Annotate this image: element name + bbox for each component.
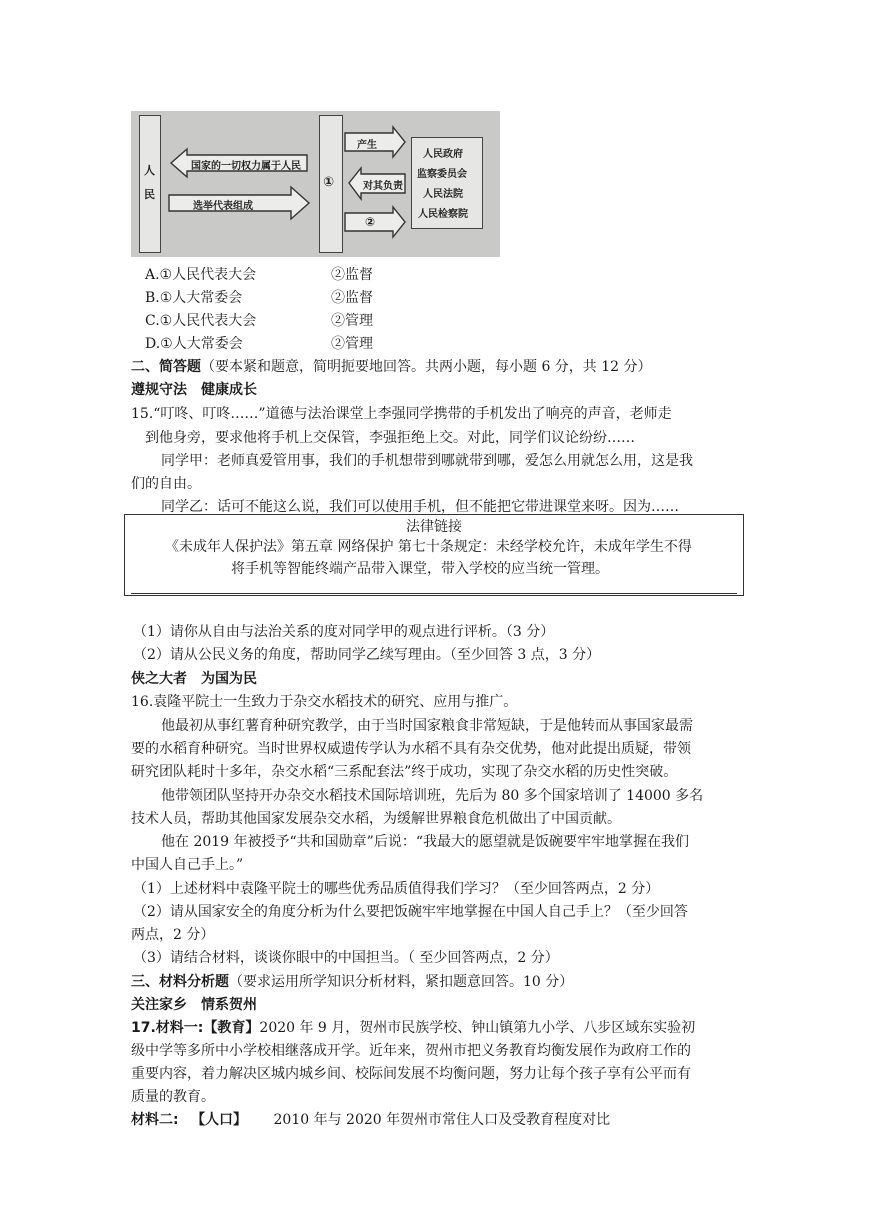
q17-material1-tag: 【教育】 — [203, 1020, 260, 1036]
section3-heading — [131, 972, 573, 992]
q16-line-2: 他最初从事红薯育种研究教学，由于当时国家粮食非常短缺，于是他转而从事国家最需 — [161, 718, 693, 734]
q15-sub-2: （2）请从公民义务的角度，帮助同学乙续写理由。（至少回答 3 点，3 分） — [133, 647, 601, 663]
q15-line-2: 到他身旁，要求他将手机上交保管，李强拒绝上交。对此，同学们议论纷纷…… — [145, 430, 635, 446]
people-label: 人民 — [144, 164, 155, 201]
arrow2-label: 对其负责 — [363, 181, 403, 192]
q17-material1-line-3: 重要内容，着力解决区城内城乡间、校际间发展不均衡问题，努力让每个孩子享有公平而有 — [131, 1066, 691, 1082]
q16-line-5: 他带领团队坚持开办杂交水稻技术国际培训班，先后为 80 多个国家培训了 14000 多名 — [161, 788, 704, 804]
top-arrow-label: 国家的一切权力属于人民 — [191, 161, 301, 172]
q15-sub-1: （1）请你从自由与法治关系的度对同学甲的观点进行评析。（3 分） — [133, 624, 555, 640]
option-a-b: ②监督 — [331, 267, 373, 283]
q17-material1-line-4: 质量的教育。 — [131, 1089, 215, 1105]
law-box-underline — [131, 593, 737, 594]
section3-note: （要求运用所学知识分析材料，紧扣题意回答。10 分） — [229, 974, 574, 990]
option-b-b: ②监督 — [331, 290, 373, 306]
q16-line-3: 要的水稻育种研究。当时世界权威遗传学认为水稻不具有杂交优势，他对此提出质疑，带领 — [131, 741, 691, 757]
q17-material2-text: 2010 年与 2020 年贺州市常住人口及受教育程度对比 — [273, 1112, 611, 1128]
q16-sub-1: （1）上述材料中袁隆平院士的哪些优秀品质值得我们学习？（至少回答两点，2 分） — [133, 881, 660, 897]
section2-title: 二、简答题 — [131, 359, 201, 375]
q17-material2-tag: 【人口】 — [191, 1112, 248, 1128]
q17-material2-line — [131, 1110, 610, 1130]
body-1: 人民政府 — [423, 149, 463, 160]
law-link-title: 法律链接 — [406, 519, 462, 535]
political-system-diagram — [131, 111, 500, 257]
q16-sub-2-cont: 两点，2 分） — [131, 927, 215, 943]
q16-line-1: 16.袁隆平院士一生致力于杂交水稻技术的研究、应用与推广。 — [131, 694, 518, 710]
center-label: ① — [323, 175, 335, 190]
section2-heading — [131, 357, 652, 377]
q16-line-4: 研究团队耗时十多年，杂交水稻“三系配套法”终于成功，实现了杂交水稻的历史性突破。 — [131, 764, 678, 780]
body-3: 人民法院 — [423, 189, 463, 200]
option-a: A.①人民代表大会 — [145, 267, 257, 283]
option-b: B.①人大常委会 — [145, 290, 243, 306]
section3-title: 三、材料分析题 — [131, 974, 229, 990]
q17-material1-line-1 — [131, 1018, 695, 1038]
q17-material1-line-2: 级中学等多所中小学校相继落成开学。近年来，贺州市把义务教育均衡发展作为政府工作的 — [131, 1043, 691, 1059]
q17-material1-label: 17.材料一: — [131, 1020, 204, 1036]
q15-line-4: 们的自由。 — [131, 476, 201, 492]
q16-line-6: 技术人员，帮助其他国家发展杂交水稻，为缓解世界粮食危机做出了中国贡献。 — [131, 811, 621, 827]
option-d-b: ②管理 — [331, 336, 373, 352]
theme1-heading: 遵规守法 健康成长 — [131, 382, 257, 398]
q17-material2-label: 材料二: — [131, 1112, 179, 1128]
arrow3-label: ② — [365, 215, 376, 229]
bottom-arrow-label: 选举代表组成 — [193, 201, 253, 212]
q16-sub-2: （2）请从国家安全的角度分析为什么要把饭碗牢牢地掌握在中国人自己手上？（至少回答 — [133, 904, 688, 920]
q15-line-5: 同学乙：话可不能这么说，我们可以使用手机，但不能把它带进课堂来呀。因为…… — [161, 499, 679, 515]
theme3-heading: 关注家乡 情系贺州 — [131, 997, 257, 1013]
q15-line-1: 15.“叮咚、叮咚……”道德与法治课堂上李强同学携带的手机发出了响亮的声音，老师走 — [131, 406, 672, 422]
q17-material1-first: 2020 年 9 月，贺州市民族学校、钟山镇第九小学、八步区域东实验初 — [259, 1020, 696, 1036]
option-d: D.①人大常委会 — [145, 336, 243, 352]
law-link-box — [124, 514, 744, 596]
q16-line-8: 中国人自己手上。” — [131, 857, 244, 873]
body-2: 监察委员会 — [417, 169, 467, 180]
theme2-heading: 侠之大者 为国为民 — [131, 671, 257, 687]
arrow1-label: 产生 — [357, 140, 377, 151]
law-link-line-2: 将手机等智能终端产品带入课堂，带入学校的应当统一管理。 — [231, 561, 609, 577]
q15-line-3: 同学甲：老师真爱管用事，我们的手机想带到哪就带到哪，爱怎么用就怎么用，这是我 — [161, 453, 693, 469]
body-4: 人民检察院 — [418, 209, 468, 220]
q16-sub-3: （3）请结合材料，谈谈你眼中的中国担当。（ 至少回答两点，2 分） — [133, 950, 559, 966]
option-c: C.①人民代表大会 — [145, 313, 257, 329]
option-c-b: ②管理 — [331, 313, 373, 329]
law-link-line-1: 《未成年人保护法》第五章 网络保护 第七十条规定：未经学校允许，未成年学生不得 — [165, 539, 692, 555]
section2-note: （要本紧和题意，简明扼要地回答。共两小题，每小题 6 分，共 12 分） — [201, 359, 652, 375]
q16-line-7: 他在 2019 年被授予“共和国勋章”后说：“我最大的愿望就是饭碗要牢牢地掌握在我们 — [161, 834, 689, 850]
